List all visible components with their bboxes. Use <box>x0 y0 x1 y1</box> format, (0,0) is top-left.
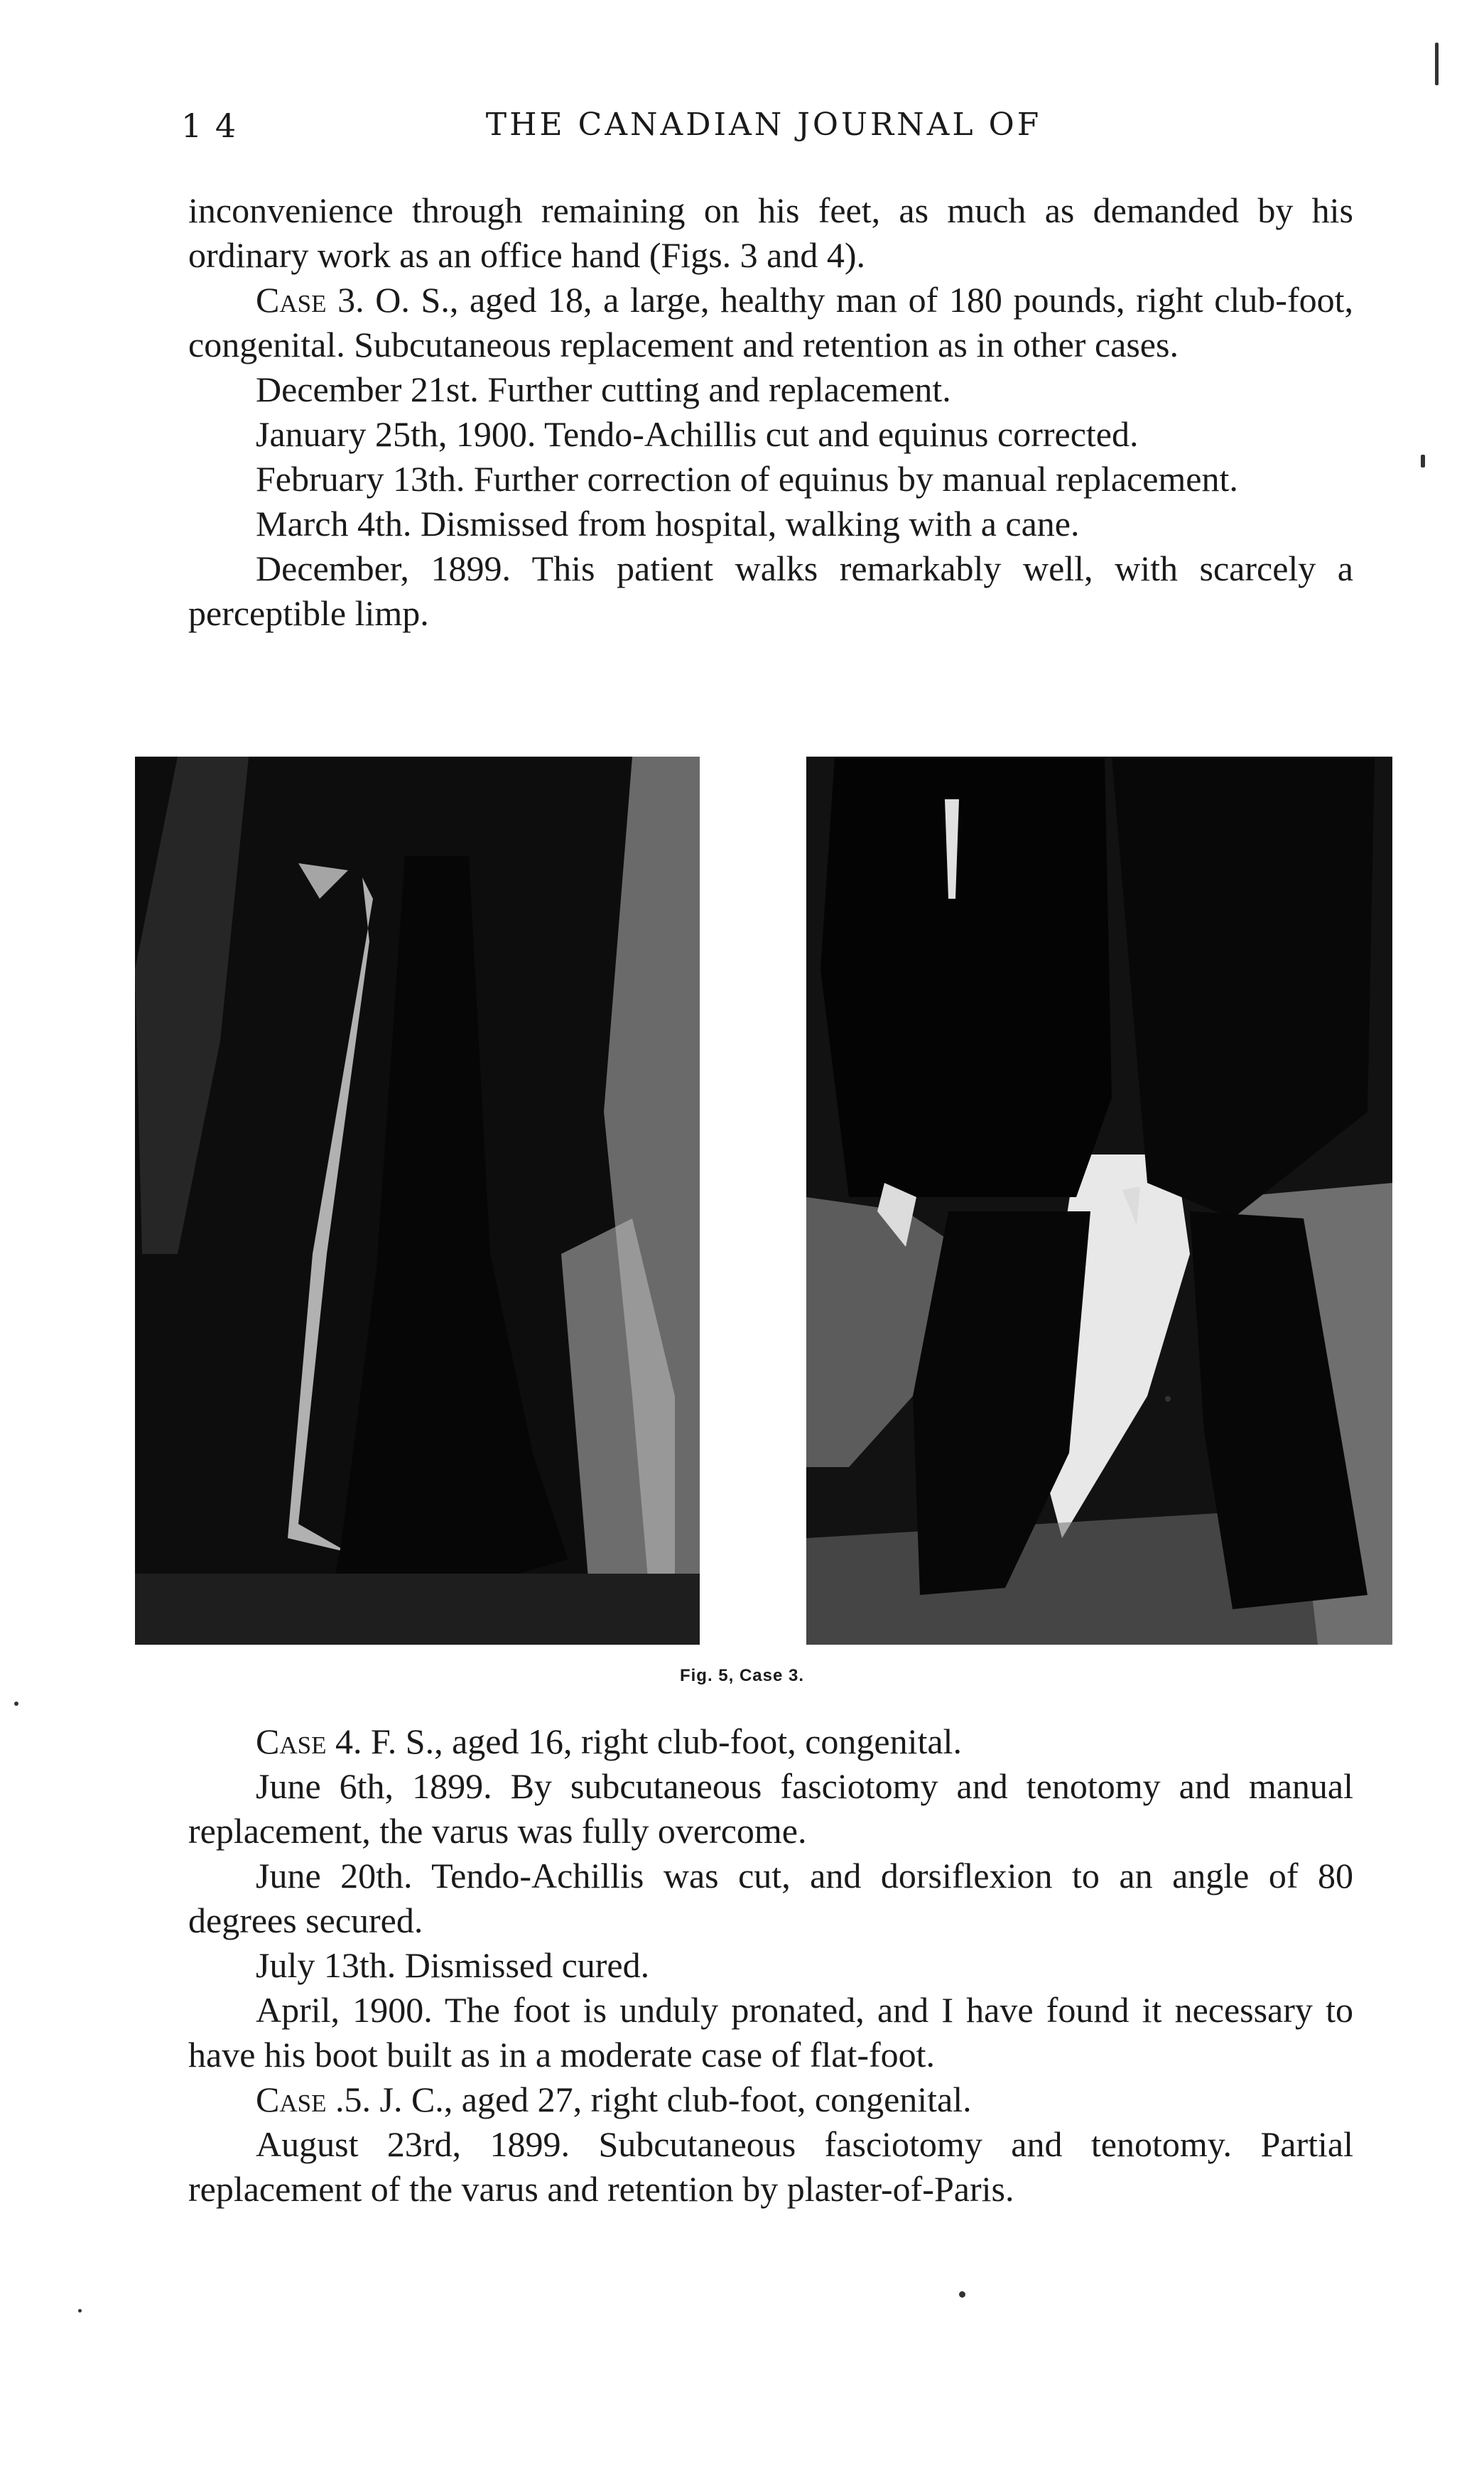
paragraph-entry: January 25th, 1900. Tendo-Achillis cut and equinus corrected. <box>256 414 1139 454</box>
paragraph-continuation: inconvenience through remaining on his feet, as much as demanded by his ordinary work as an office hand (Figs. 3 and 4). <box>188 190 1353 275</box>
case-label: Case <box>256 280 327 320</box>
paragraph-case-3 <box>188 278 1353 367</box>
paragraph-entry: July 13th. Dismissed cured. <box>256 1945 650 1985</box>
scan-mark <box>1435 43 1439 85</box>
running-head: THE CANADIAN JOURNAL OF <box>485 107 1042 143</box>
paragraph-entry: December, 1899. This patient walks remarkably well, with scarcely a perceptible limp. <box>188 548 1353 633</box>
paragraph-entry: August 23rd, 1899. Subcutaneous fasciotomy and tenotomy. Partial replacement of the varus and retention by plaster-of-Paris. <box>188 2124 1353 2209</box>
paragraph-entry: April, 1900. The foot is unduly pronated, and I have found it necessary to have his boot built as in a moderate case of flat-foot. <box>188 1990 1353 2075</box>
page-number: 1 4 <box>181 107 238 145</box>
paragraph-case-5 <box>188 2077 1353 2122</box>
scan-mark <box>1421 455 1425 467</box>
case-label: Case <box>256 2080 327 2119</box>
figure-photo-right-feet <box>806 757 1392 1645</box>
paragraph-entry: December 21st. Further cutting and replacement. <box>256 369 951 409</box>
paragraph-entry: June 20th. Tendo-Achillis was cut, and dorsiflexion to an angle of 80 degrees secured. <box>188 1856 1353 1940</box>
scan-mark <box>14 1702 18 1706</box>
feet-front-view-illustration <box>806 757 1392 1645</box>
scan-mark <box>1165 1396 1171 1402</box>
scan-mark <box>959 2291 965 2298</box>
scan-mark <box>78 2309 82 2313</box>
paragraph-entry: June 6th, 1899. By subcutaneous fasciotomy and tenotomy and manual replacement, the varus was fully overcome. <box>188 1766 1353 1851</box>
paragraph-text: .5. J. C., aged 27, right club-foot, congenital. <box>335 2080 972 2119</box>
figure-photo-left-leg <box>135 757 700 1645</box>
text-block-bottom <box>188 1719 1353 2212</box>
paragraph-entry: February 13th. Further correction of equinus by manual replacement. <box>256 459 1238 499</box>
paragraph-text: 3. O. S., aged 18, a large, healthy man of 180 pounds, right club-foot, congenital. Subcutaneous replacement and retention as in other cases. <box>188 280 1353 364</box>
text-block-top <box>188 188 1353 636</box>
paragraph-entry: March 4th. Dismissed from hospital, walking with a cane. <box>256 504 1080 544</box>
page-header <box>181 107 1346 156</box>
leg-side-view-illustration <box>135 757 700 1645</box>
paragraph-case-4 <box>188 1719 1353 1764</box>
case-label: Case <box>256 1721 327 1761</box>
paragraph-text: 4. F. S., aged 16, right club-foot, congenital. <box>335 1721 962 1761</box>
figure-caption: Fig. 5, Case 3. <box>679 1666 805 1685</box>
